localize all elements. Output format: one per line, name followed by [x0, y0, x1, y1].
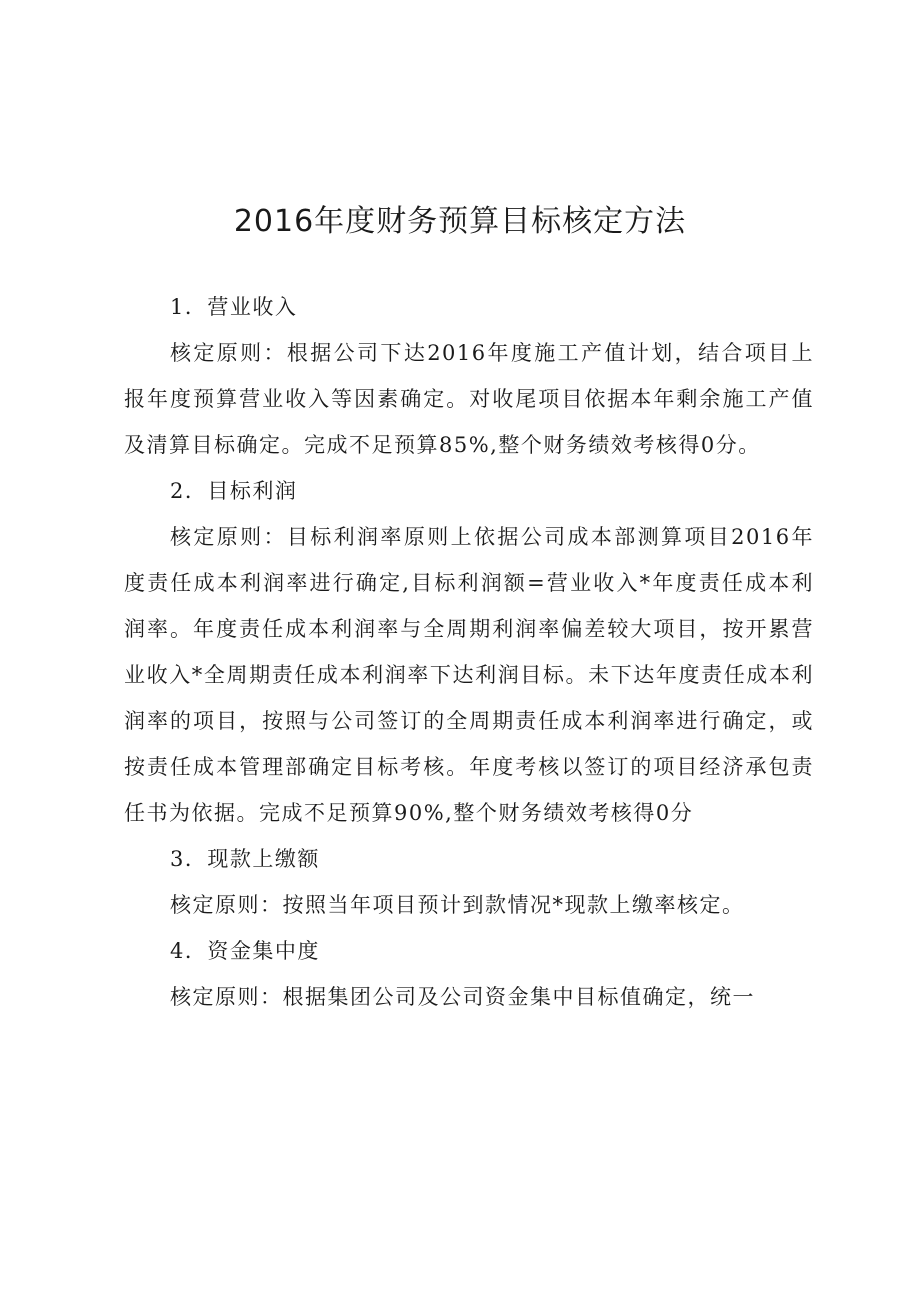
document-body	[124, 284, 814, 1020]
section-body-fund-concentration: 核定原则：根据集团公司及公司资金集中目标值确定，统一	[170, 985, 755, 1009]
section-body-cash-remittance: 核定原则：按照当年项目预计到款情况*现款上缴率核定。	[170, 893, 745, 917]
section-body-revenue: 核定原则：根据公司下达2016年度施工产值计划，结合项目上报年度预算营业收入等因素确定。对收尾项目依据本年剩余施工产值及清算目标确定。完成不足预算85%,整个财务绩效考核得0分。	[124, 341, 814, 457]
section-heading-cash-remittance: 3．现款上缴额	[170, 847, 320, 871]
section-heading-revenue: 1．营业收入	[170, 295, 298, 319]
section-heading-fund-concentration: 4．资金集中度	[170, 939, 320, 963]
section-body-target-profit: 核定原则：目标利润率原则上依据公司成本部测算项目2016年度责任成本利润率进行确定,目标利润额=营业收入*年度责任成本利润率。年度责任成本利润率与全周期利润率偏差较大项目，按开累营业收入*全周期责任成本利润率下达利润目标。未下达年度责任成本利润率的项目，按照与公司签订的全周期责任成本利润率进行确定，或按责任成本管理部确定目标考核。年度考核以签订的项目经济承包责任书为依据。完成不足预算90%,整个财务绩效考核得0分	[124, 525, 814, 825]
section-heading-target-profit: 2．目标利润	[170, 479, 298, 503]
page-title: 2016年度财务预算目标核定方法	[233, 204, 687, 239]
